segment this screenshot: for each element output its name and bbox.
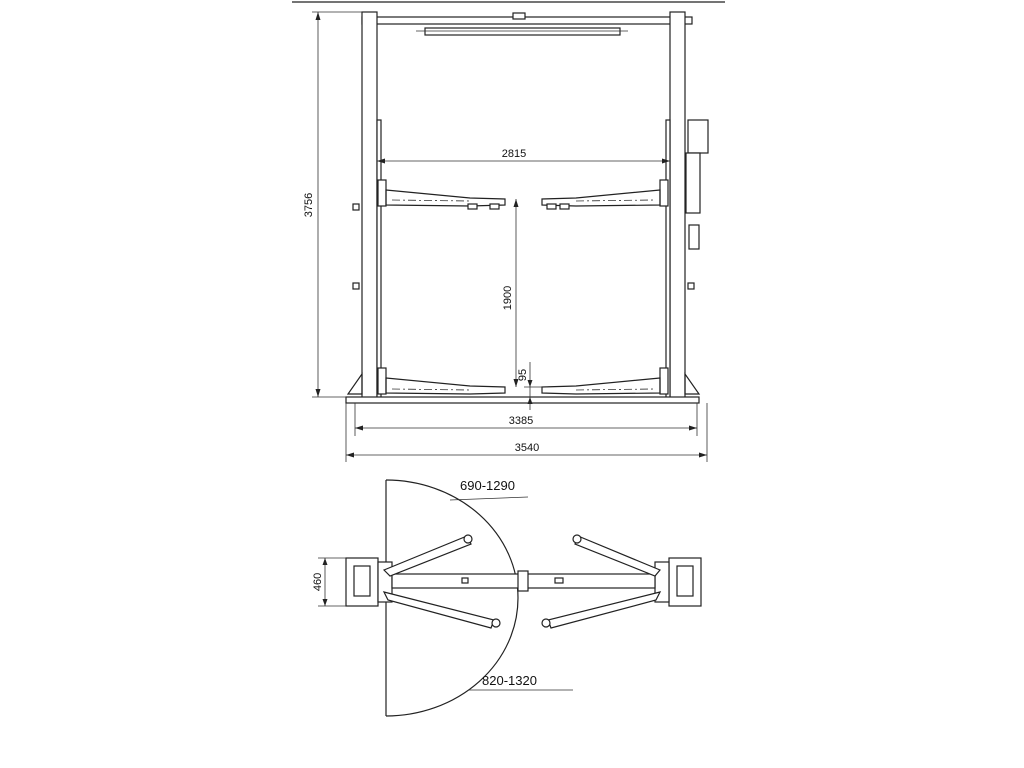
motor-unit xyxy=(688,120,708,153)
pump-unit xyxy=(686,153,700,213)
dimension-label-max-lift-height: 1900 xyxy=(502,285,514,311)
plan-view xyxy=(312,478,701,716)
label-long-arm-reach: 690-1290 xyxy=(460,478,515,493)
dimension-label-column-depth: 460 xyxy=(312,572,324,592)
dimension-2815 xyxy=(377,148,670,164)
dimension-label-overall-width: 3540 xyxy=(514,442,540,454)
overhead-beam xyxy=(362,13,692,35)
cross-beam xyxy=(392,571,655,591)
dimension-3385 xyxy=(355,403,697,436)
control-box xyxy=(689,225,699,249)
dimension-label-width-between-columns: 2815 xyxy=(501,148,527,160)
label-short-arm-reach: 820-1320 xyxy=(482,673,537,688)
dimension-3540 xyxy=(346,403,707,462)
dimension-460 xyxy=(312,558,346,606)
callout-long-arm-reach xyxy=(450,478,528,500)
dimension-label-overall-height: 3756 xyxy=(303,192,315,218)
left-column xyxy=(348,12,381,398)
right-column-plan xyxy=(655,558,701,606)
dimension-1900 xyxy=(502,199,519,387)
base-plate xyxy=(346,397,699,403)
left-column-plan xyxy=(346,558,392,606)
callout-short-arm-reach xyxy=(468,673,573,690)
upper-arms xyxy=(378,180,668,209)
dimension-label-min-pad-height: 95 xyxy=(517,368,529,382)
right-column xyxy=(666,12,708,398)
elevation-view xyxy=(292,2,725,462)
dimension-label-base-width: 3385 xyxy=(508,415,534,427)
